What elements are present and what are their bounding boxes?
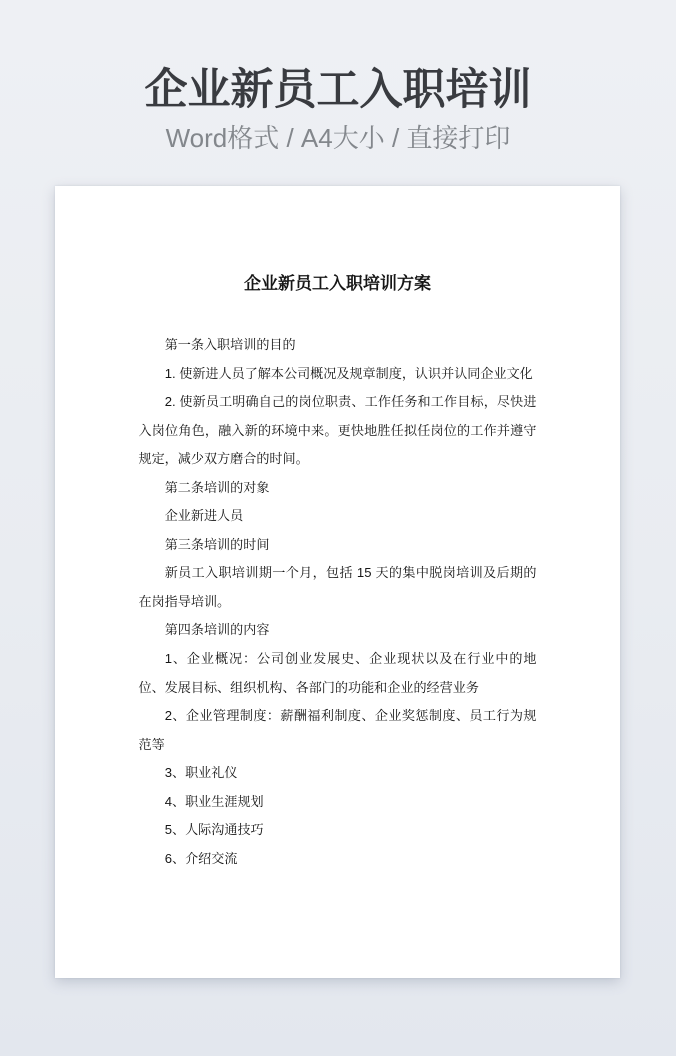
document-title: 企业新员工入职培训方案 bbox=[244, 274, 431, 293]
banner-title: 企业新员工入职培训 bbox=[144, 66, 532, 114]
banner-subtitle: Word格式 / A4大小 / 直接打印 bbox=[165, 123, 511, 153]
paragraph-content-item-4: 4、职业生涯规划 bbox=[164, 793, 264, 809]
paragraph-content-item-5: 5、人际沟通技巧 bbox=[164, 822, 264, 838]
paragraph-duration: 新员工入职培训期一个月，包括 15 天的集中脱岗培训及后期的在岗指导培训。 bbox=[138, 565, 537, 609]
paragraph-content-item-1: 1、企业概况：公司创业发展史、企业现状以及在行业中的地位、发展目标、组织机构、各部门的功能和企业的经营业务 bbox=[138, 651, 537, 695]
paragraph-content-item-3: 3、职业礼仪 bbox=[164, 765, 238, 781]
paragraph-target: 企业新进人员 bbox=[164, 508, 244, 524]
paragraph-heading-1: 第一条入职培训的目的 bbox=[164, 337, 296, 352]
document-page bbox=[55, 186, 620, 978]
paragraph-heading-4: 第四条培训的内容 bbox=[164, 622, 270, 638]
paragraph-heading-2: 第二条培训的对象 bbox=[164, 479, 270, 495]
paragraph-purpose-item-1: 1. 使新进人员了解本公司概况及规章制度，认识并认同企业文化 bbox=[164, 365, 533, 381]
paragraph-purpose-item-2: 2. 使新员工明确自己的岗位职责、工作任务和工作目标，尽快进入岗位角色，融入新的环境中来。更快地胜任拟任岗位的工作并遵守规定，减少双方磨合的时间。 bbox=[138, 394, 537, 467]
document-body bbox=[139, 331, 537, 873]
paragraph-content-item-6: 6、介绍交流 bbox=[164, 850, 238, 866]
template-banner bbox=[0, 0, 676, 155]
paragraph-heading-3: 第三条培训的时间 bbox=[164, 536, 270, 552]
paragraph-content-item-2: 2、企业管理制度：薪酬福利制度、企业奖惩制度、员工行为规范等 bbox=[138, 708, 537, 752]
